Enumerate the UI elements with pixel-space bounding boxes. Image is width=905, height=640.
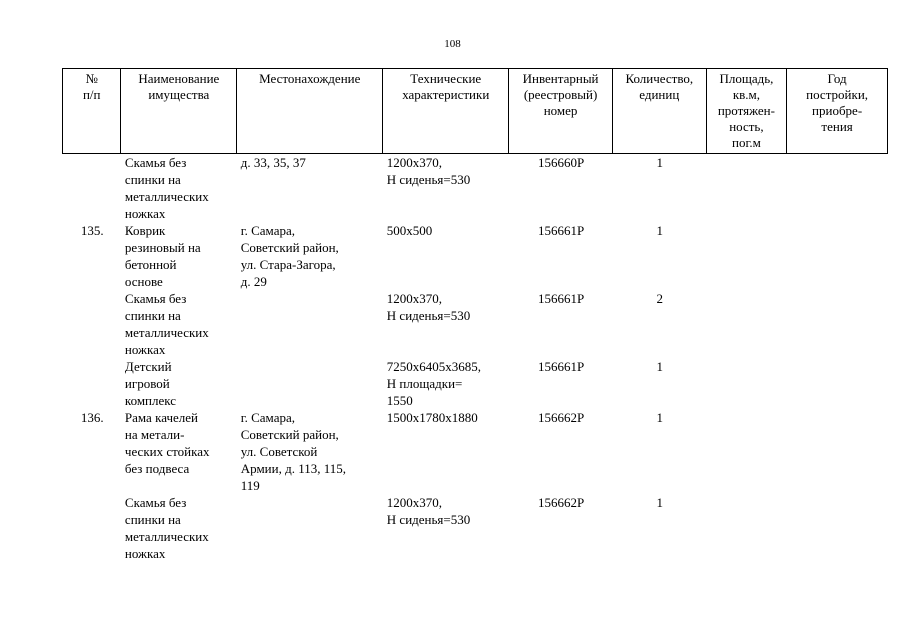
header-quantity: Количество, единиц [612,69,706,154]
cell-location [237,358,383,409]
cell-inventory: 156662Р [537,495,585,510]
cell-year [787,154,888,223]
header-year: Год постройки, приобре- тения [787,69,888,154]
cell-name: Скамья без спинки на металлических ножках [124,291,209,357]
cell-name: Скамья без спинки на металлических ножках [124,495,209,561]
cell-area [706,154,787,223]
cell-number [63,358,121,409]
cell-location [237,494,383,562]
cell-inventory: 156661Р [537,291,585,306]
cell-year [787,290,888,358]
cell-name: Детский игровой комплекс [124,359,177,408]
cell-quantity: 1 [656,359,664,374]
cell-year [787,222,888,290]
table-row [63,494,888,562]
cell-location [237,290,383,358]
cell-name: Рама качелей на метали- ческих стойках без подвеса [124,410,210,476]
header-technical: Технические характеристики [383,69,509,154]
cell-number [63,494,121,562]
cell-name: Коврик резиновый на бетонной основе [124,223,201,289]
cell-inventory: 156662Р [537,410,585,425]
table-header [63,69,888,154]
cell-inventory: 156661Р [537,359,585,374]
cell-inventory: 156661Р [537,223,585,238]
header-area: Площадь, кв.м, протяжен- ность, пог.м [706,69,787,154]
page-number: 108 [444,38,461,50]
cell-technical: 1200х370, Н сиденья=530 [386,291,471,323]
cell-technical: 1500х1780х1880 [386,410,478,425]
cell-technical: 500х500 [386,223,433,238]
table-row [63,358,888,409]
header-number: № п/п [63,69,121,154]
table-row [63,222,888,290]
cell-area [706,290,787,358]
cell-area [706,358,787,409]
cell-number [63,154,121,223]
cell-technical: 7250х6405х3685, Н площадки= 1550 [386,359,482,408]
table-row [63,290,888,358]
cell-technical: 1200х370, Н сиденья=530 [386,155,471,187]
cell-number: 136. [80,410,104,425]
cell-quantity: 1 [656,223,664,238]
cell-location: д. 33, 35, 37 [240,155,306,170]
header-inventory: Инвентарный (реестровый) номер [509,69,613,154]
cell-number: 135. [80,223,104,238]
header-name: Наименование имущества [121,69,237,154]
property-table [62,68,888,562]
cell-name: Скамья без спинки на металлических ножках [124,155,209,221]
cell-area [706,409,787,494]
cell-location: г. Самара, Советский район, ул. Стара-Загора, д. 29 [240,223,339,289]
table-body [63,154,888,563]
table-row [63,409,888,494]
cell-number [63,290,121,358]
cell-year [787,494,888,562]
cell-quantity: 1 [656,410,664,425]
cell-year [787,409,888,494]
cell-quantity: 1 [656,155,664,170]
table-row [63,154,888,223]
header-location: Местонахождение [237,69,383,154]
cell-quantity: 1 [656,495,664,510]
cell-quantity: 2 [656,291,664,306]
cell-area [706,494,787,562]
cell-inventory: 156660Р [537,155,585,170]
cell-area [706,222,787,290]
cell-technical: 1200х370, Н сиденья=530 [386,495,471,527]
cell-location: г. Самара, Советский район, ул. Советской Армии, д. 113, 115, 119 [240,410,346,493]
cell-year [787,358,888,409]
